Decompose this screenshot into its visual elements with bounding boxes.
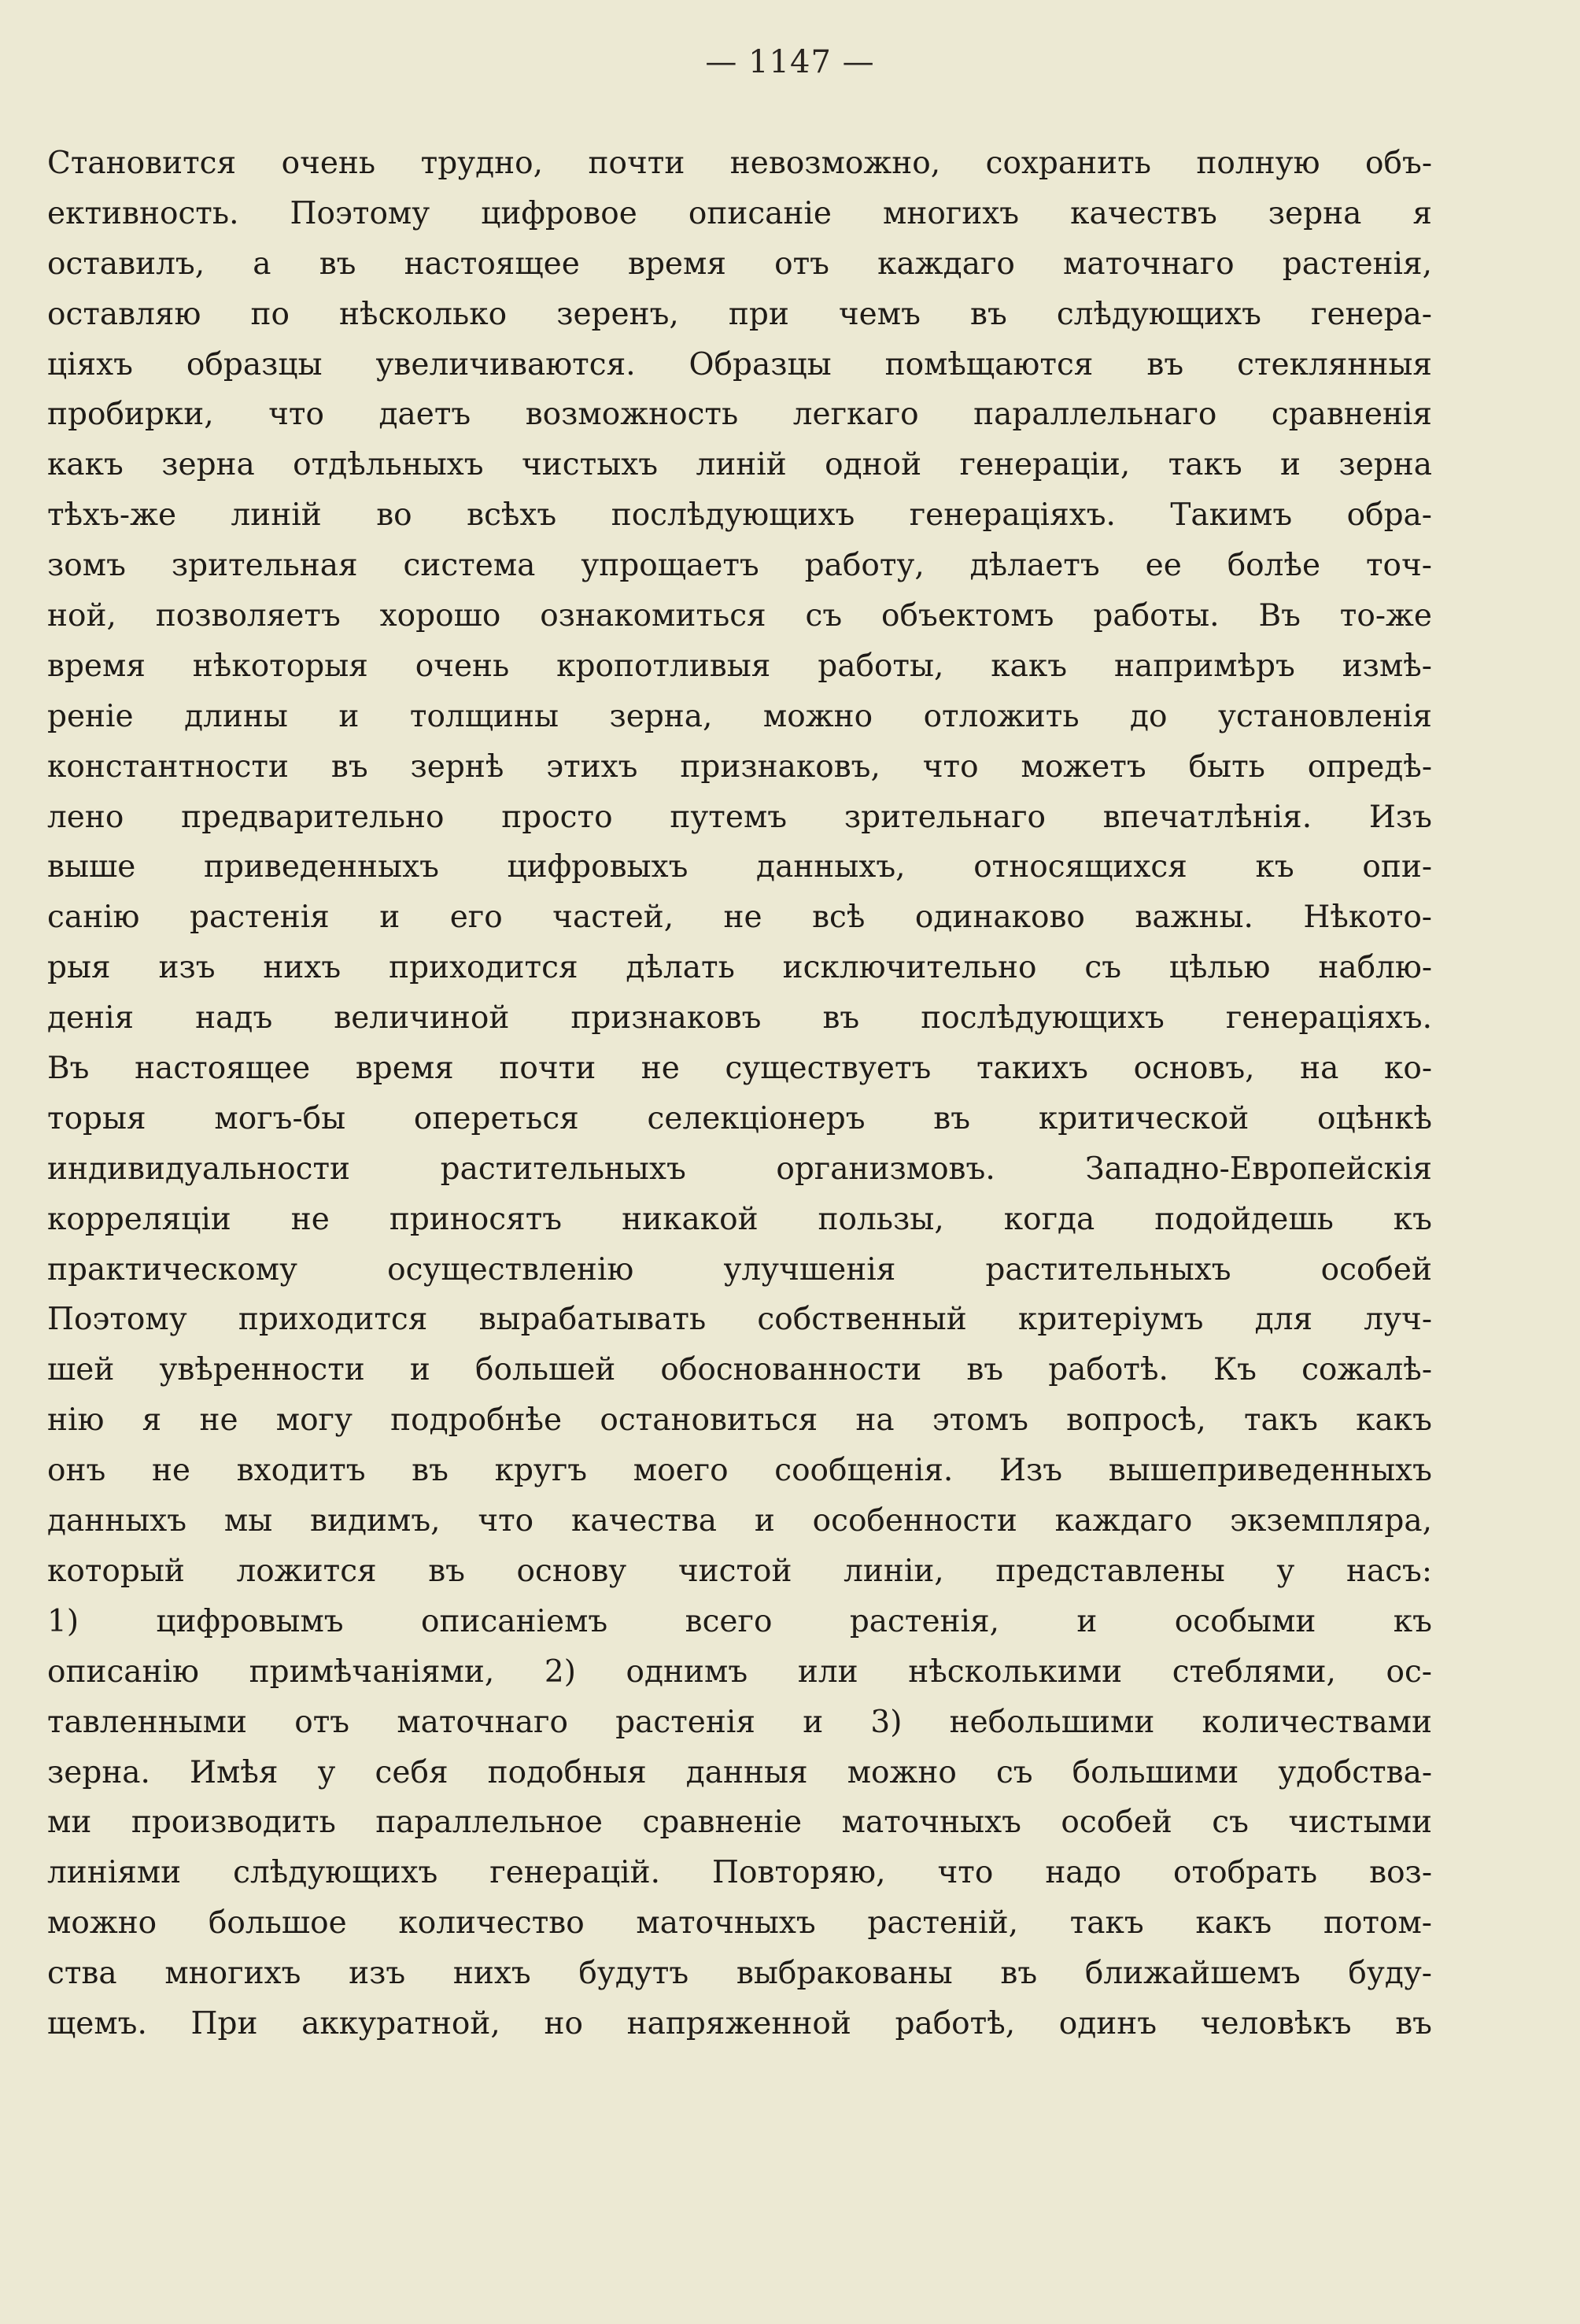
text-line: реніе длины и толщины зерна, можно отложить до установленія: [47, 698, 1432, 734]
text-line: ціяхъ образцы увеличиваются. Образцы помѣщаются въ стеклянныя: [47, 346, 1432, 382]
text-line: зомъ зрительная система упрощаетъ работу, дѣлаетъ ее болѣе точ-: [47, 548, 1432, 584]
text-line: Въ настоящее время почти не существуетъ такихъ основъ, на ко-: [47, 1051, 1432, 1087]
text-line: ективность. Поэтому цифровое описаніе многихъ качествъ зерна я: [47, 195, 1432, 231]
text-line: зерна. Имѣя у себя подобныя данныя можно съ большими удобства-: [47, 1754, 1432, 1790]
text-line: линіями слѣдующихъ генерацій. Повторяю, что надо отобрать воз-: [47, 1855, 1432, 1891]
text-line: описанію примѣчаніями, 2) однимъ или нѣсколькими стеблями, ос-: [47, 1653, 1432, 1690]
text-line: Поэтому приходится вырабатывать собственный критеріумъ для луч-: [47, 1302, 1432, 1338]
text-line: корреляціи не приносятъ никакой пользы, когда подойдешь къ: [47, 1201, 1432, 1237]
text-line: тавленными отъ маточнаго растенія и 3) небольшими количествами: [47, 1704, 1432, 1740]
text-line: тѣхъ-же линій во всѣхъ послѣдующихъ генераціяхъ. Такимъ обра-: [47, 497, 1432, 534]
text-line: оставляю по нѣсколько зеренъ, при чемъ въ слѣдующихъ генера-: [47, 296, 1432, 332]
text-line: практическому осуществленію улучшенія растительныхъ особей: [47, 1251, 1432, 1288]
text-line: санію растенія и его частей, не всѣ одинаково важны. Нѣкото-: [47, 900, 1432, 936]
text-line: шей увѣренности и большей обоснованности въ работѣ. Къ сожалѣ-: [47, 1352, 1432, 1388]
text-line: щемъ. При аккуратной, но напряженной работѣ, одинъ человѣкъ въ: [47, 2005, 1432, 2041]
text-line: можно большое количество маточныхъ растеній, такъ какъ потом-: [47, 1905, 1432, 1942]
page-number: — 1147 —: [705, 44, 875, 80]
text-line: нію я не могу подробнѣе остановиться на этомъ вопросѣ, такъ какъ: [47, 1402, 1432, 1439]
text-line: онъ не входитъ въ кругъ моего сообщенія. Изъ вышеприведенныхъ: [47, 1453, 1432, 1489]
text-line: ства многихъ изъ нихъ будутъ выбракованы въ ближайшемъ буду-: [47, 1956, 1432, 1992]
text-line: оставилъ, а въ настоящее время отъ каждаго маточнаго растенія,: [47, 246, 1432, 282]
text-line: 1) цифровымъ описаніемъ всего растенія, и особыми къ: [47, 1603, 1432, 1639]
text-line: данныхъ мы видимъ, что качества и особенности каждаго экземпляра,: [47, 1503, 1432, 1539]
text-line: какъ зерна отдѣльныхъ чистыхъ линій одной генераціи, такъ и зерна: [47, 447, 1432, 483]
text-line: индивидуальности растительныхъ организмовъ. Западно-Европейскія: [47, 1151, 1432, 1187]
text-line: выше приведенныхъ цифровыхъ данныхъ, относящихся къ опи-: [47, 849, 1432, 885]
text-line: Становится очень трудно, почти невозможно, сохранить полную объ-: [47, 146, 1432, 181]
text-line: денія надъ величиной признаковъ въ послѣдующихъ генераціяхъ.: [47, 1000, 1432, 1036]
text-line: ми производить параллельное сравненіе маточныхъ особей съ чистыми: [47, 1805, 1432, 1841]
text-line: ной, позволяетъ хорошо ознакомиться съ объектомъ работы. Въ то-же: [47, 598, 1432, 634]
text-line: время нѣкоторыя очень кропотливыя работы, какъ напримѣръ измѣ-: [47, 648, 1432, 684]
text-line: пробирки, что даетъ возможность легкаго параллельнаго сравненія: [47, 397, 1432, 433]
text-line: константности въ зернѣ этихъ признаковъ, что можетъ быть опредѣ-: [47, 748, 1432, 785]
body-text: [47, 139, 1432, 2049]
text-line: который ложится въ основу чистой линіи, представлены у насъ:: [47, 1553, 1432, 1589]
text-line: торыя могъ-бы опереться селекціонеръ въ критической оцѣнкѣ: [47, 1100, 1432, 1136]
text-line: лено предварительно просто путемъ зрительнаго впечатлѣнія. Изъ: [47, 799, 1432, 835]
text-line: рыя изъ нихъ приходится дѣлать исключительно съ цѣлью наблю-: [47, 950, 1432, 986]
